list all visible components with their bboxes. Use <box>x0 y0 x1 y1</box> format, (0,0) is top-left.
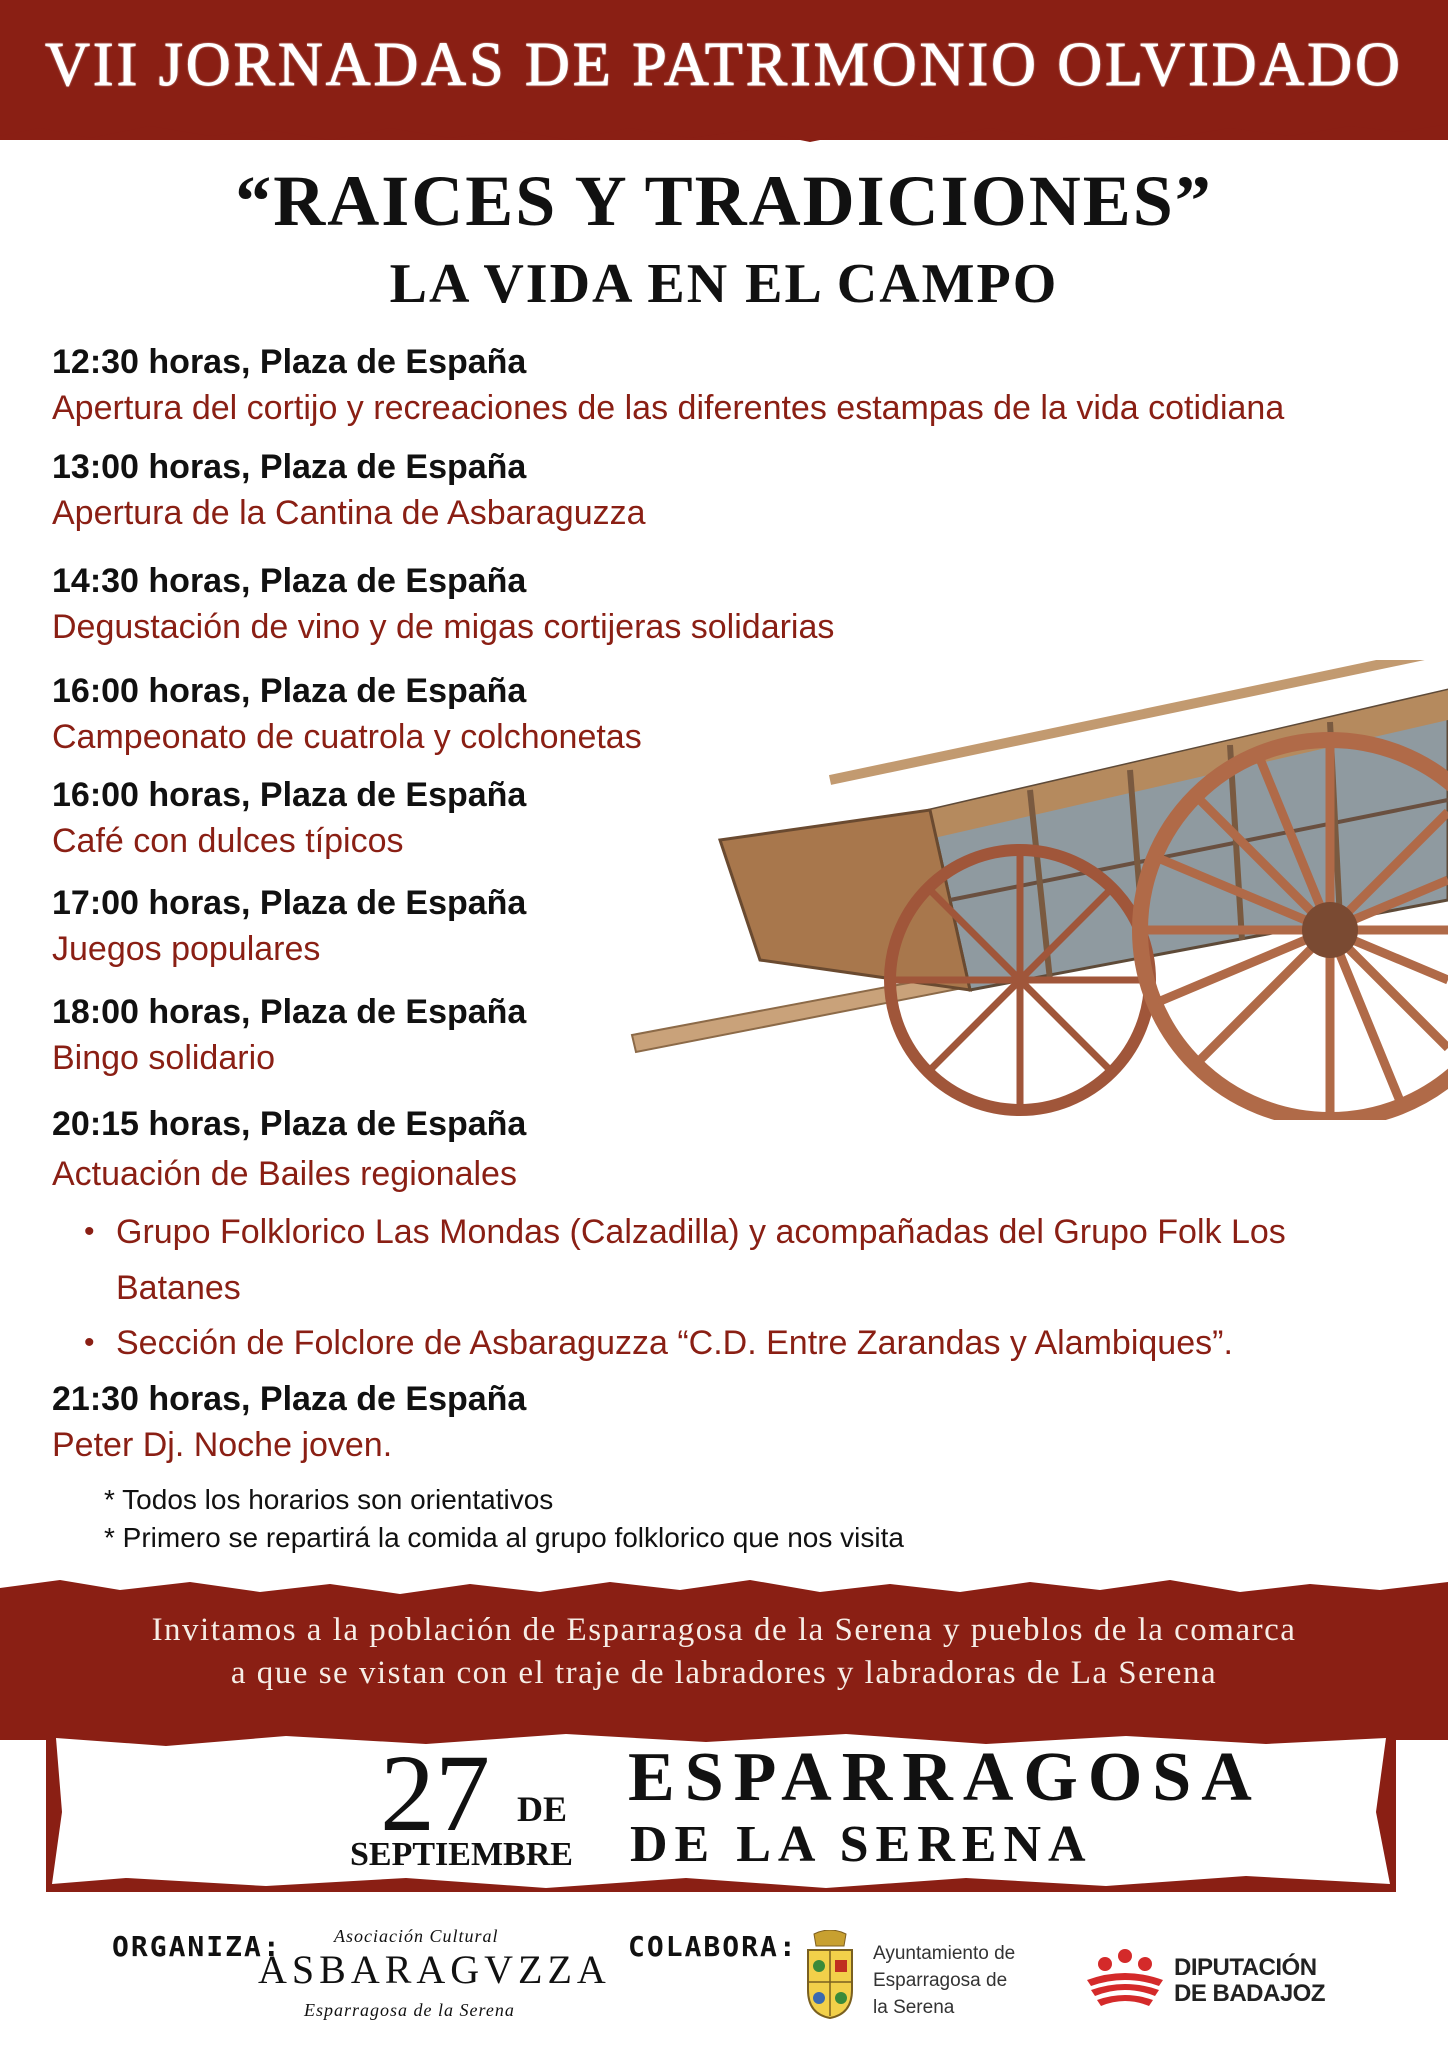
diputacion-name: DE BADAJOZ <box>1174 1980 1326 2007</box>
ayuntamiento-name: Esparragosa de <box>873 1970 1008 1991</box>
date-day: 27 <box>380 1732 490 1854</box>
ayuntamiento-name: Ayuntamiento de <box>873 1943 1016 1964</box>
event-time: 13:00 horas, Plaza de España <box>52 448 527 486</box>
event-description: Actuación de Bailes regionales <box>52 1155 517 1193</box>
event-description: Peter Dj. Noche joven. <box>52 1426 393 1464</box>
organizer-location: Esparragosa de la Serena <box>304 2000 515 2020</box>
torn-edge-top <box>0 118 1448 158</box>
event-time: 21:30 horas, Plaza de España <box>52 1380 527 1418</box>
event-description: Campeonato de cuatrola y colchonetas <box>52 718 642 756</box>
event-description: Café con dulces típicos <box>52 822 404 860</box>
bullet-dot-icon: • <box>84 1215 95 1248</box>
wooden-cart-illustration <box>630 660 1448 1120</box>
subheadline: LA VIDA EN EL CAMPO <box>389 253 1059 315</box>
diputacion-logo-icon <box>1085 1948 1165 2008</box>
bullet-text: Sección de Folclore de Asbaraguzza “C.D. Entre Zarandas y Alambiques”. <box>116 1324 1233 1362</box>
event-description: Degustación de vino y de migas cortijeras solidarias <box>52 608 835 646</box>
bullet-item <box>84 1315 1366 1371</box>
organiza-label: ORGANIZA: <box>112 1930 282 1963</box>
place-name-line2: DE LA SERENA <box>630 1816 1093 1873</box>
footnote: * Primero se repartirá la comida al grupo folklorico que nos visita <box>104 1522 904 1553</box>
diputacion-name: DIPUTACIÓN <box>1174 1954 1317 1981</box>
event-time: 14:30 horas, Plaza de España <box>52 562 527 600</box>
event-time: 16:00 horas, Plaza de España <box>52 672 527 710</box>
event-time: 20:15 horas, Plaza de España <box>52 1105 527 1143</box>
event-series-title: VII JORNADAS DE PATRIMONIO OLVIDADO <box>45 31 1403 99</box>
organizer-subtitle: Asociación Cultural <box>334 1926 499 1946</box>
event-description: Juegos populares <box>52 930 321 968</box>
date-month: SEPTIEMBRE <box>350 1836 573 1873</box>
event-description: Bingo solidario <box>52 1039 276 1077</box>
invitation-text: a que se vistan con el traje de labradores y labradoras de La Serena <box>230 1655 1218 1691</box>
event-description: Apertura del cortijo y recreaciones de las diferentes estampas de la vida cotidiana <box>52 389 1285 427</box>
event-time: 18:00 horas, Plaza de España <box>52 993 527 1031</box>
bullet-text: Grupo Folklorico Las Mondas (Calzadilla) y acompañadas del Grupo Folk Los Batanes <box>116 1213 1286 1307</box>
invitation-text: Invitamos a la población de Esparragosa de la Serena y pueblos de la comarca <box>151 1612 1297 1648</box>
event-time: 16:00 horas, Plaza de España <box>52 776 527 814</box>
place-name: ESPARRAGOSA <box>628 1739 1262 1816</box>
event-time: 17:00 horas, Plaza de España <box>52 884 527 922</box>
bullet-dot-icon: • <box>84 1326 95 1359</box>
event-time: 12:30 horas, Plaza de España <box>52 343 527 381</box>
organizer-logo-name: ASBARAGVZZA <box>258 1947 611 1992</box>
bullet-item <box>84 1204 1366 1316</box>
town-shield-icon <box>804 1930 856 2020</box>
colabora-label: COLABORA: <box>628 1930 798 1963</box>
ayuntamiento-name: la Serena <box>873 1997 955 2018</box>
headline: “RAICES Y TRADICIONES” <box>235 161 1213 241</box>
date-de: DE <box>517 1789 568 1829</box>
event-description: Apertura de la Cantina de Asbaraguzza <box>52 494 646 532</box>
footnote: * Todos los horarios son orientativos <box>104 1484 554 1515</box>
